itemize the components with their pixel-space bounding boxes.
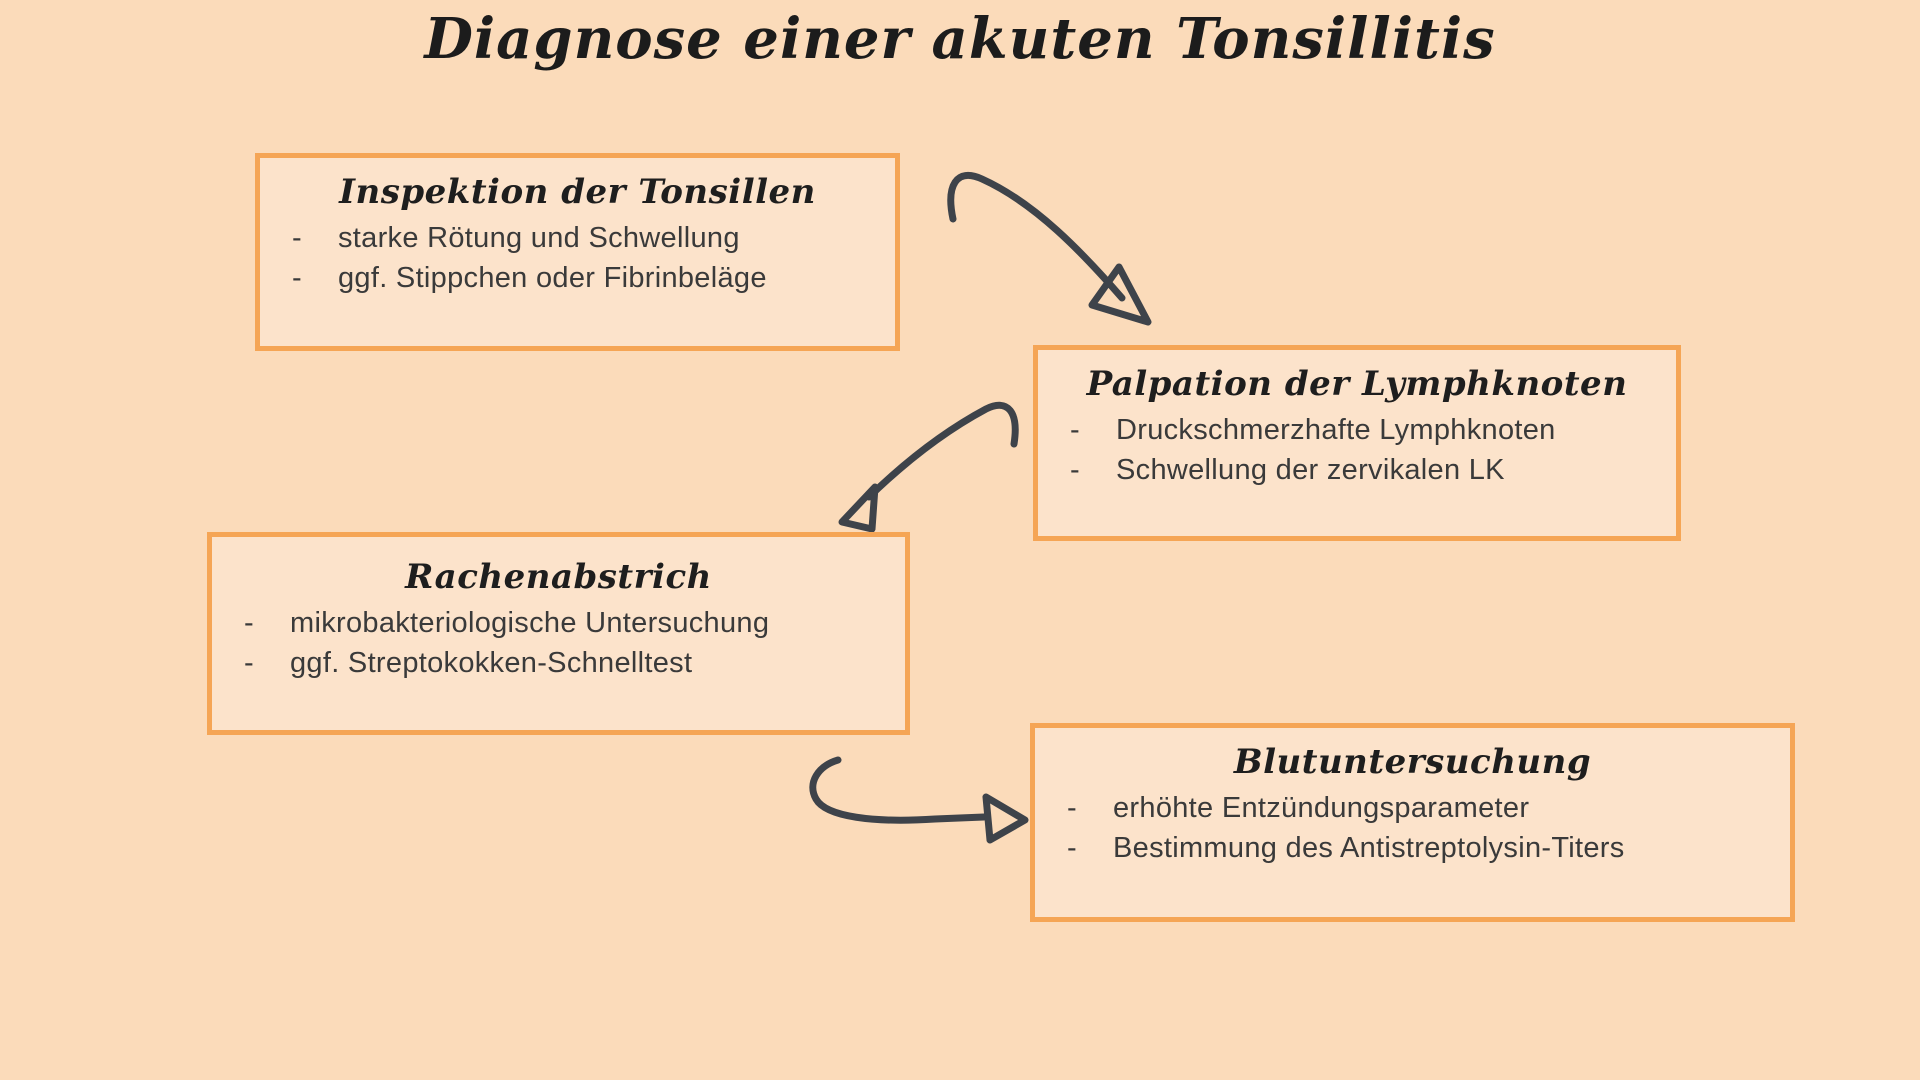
bullet-dash: -: [1070, 454, 1080, 486]
page-title: Diagnose einer akuten Tonsillitis: [424, 6, 1496, 72]
diagram-box-inspektion: [255, 153, 900, 351]
bullet-item: [278, 258, 877, 298]
bullet-text: Bestimmung des Antistreptolysin-Titers: [1113, 832, 1625, 864]
bullet-dash: -: [1070, 414, 1080, 446]
bullet-item: [1056, 410, 1658, 450]
bullet-text: erhöhte Entzündungsparameter: [1113, 792, 1530, 824]
bullet-text: starke Rötung und Schwellung: [338, 222, 740, 254]
box-heading-inspektion: Inspektion der Tonsillen: [339, 172, 816, 212]
box-heading-rachenabstrich: Rachenabstrich: [405, 557, 712, 597]
arrow-rachenabstrich-to-blutuntersuchung: [813, 760, 1025, 840]
arrow-inspektion-to-palpation: [951, 175, 1148, 322]
bullet-text: mikrobakteriologische Untersuchung: [290, 607, 770, 639]
bullet-item: [230, 603, 887, 643]
bullet-dash: -: [292, 262, 302, 294]
box-heading-blutuntersuchung: Blutuntersuchung: [1233, 742, 1592, 782]
bullet-dash: -: [292, 222, 302, 254]
arrow-palpation-to-rachenabstrich: [842, 405, 1015, 529]
bullet-dash: -: [1067, 832, 1077, 864]
box-heading-palpation: Palpation der Lymphknoten: [1086, 364, 1628, 404]
diagram-box-blutuntersuchung: [1030, 723, 1795, 922]
bullet-text: ggf. Stippchen oder Fibrinbeläge: [338, 262, 767, 294]
bullet-text: Schwellung der zervikalen LK: [1116, 454, 1505, 486]
diagram-box-palpation: [1033, 345, 1681, 541]
bullet-item: [1053, 828, 1772, 868]
diagram-box-rachenabstrich: [207, 532, 910, 735]
bullet-text: Druckschmerzhafte Lymphknoten: [1116, 414, 1556, 446]
bullet-text: ggf. Streptokokken-Schnelltest: [290, 647, 693, 679]
bullet-item: [1053, 788, 1772, 828]
bullet-dash: -: [1067, 792, 1077, 824]
bullet-dash: -: [244, 647, 254, 679]
bullet-item: [278, 218, 877, 258]
bullet-dash: -: [244, 607, 254, 639]
bullet-item: [1056, 450, 1658, 490]
bullet-item: [230, 643, 887, 683]
